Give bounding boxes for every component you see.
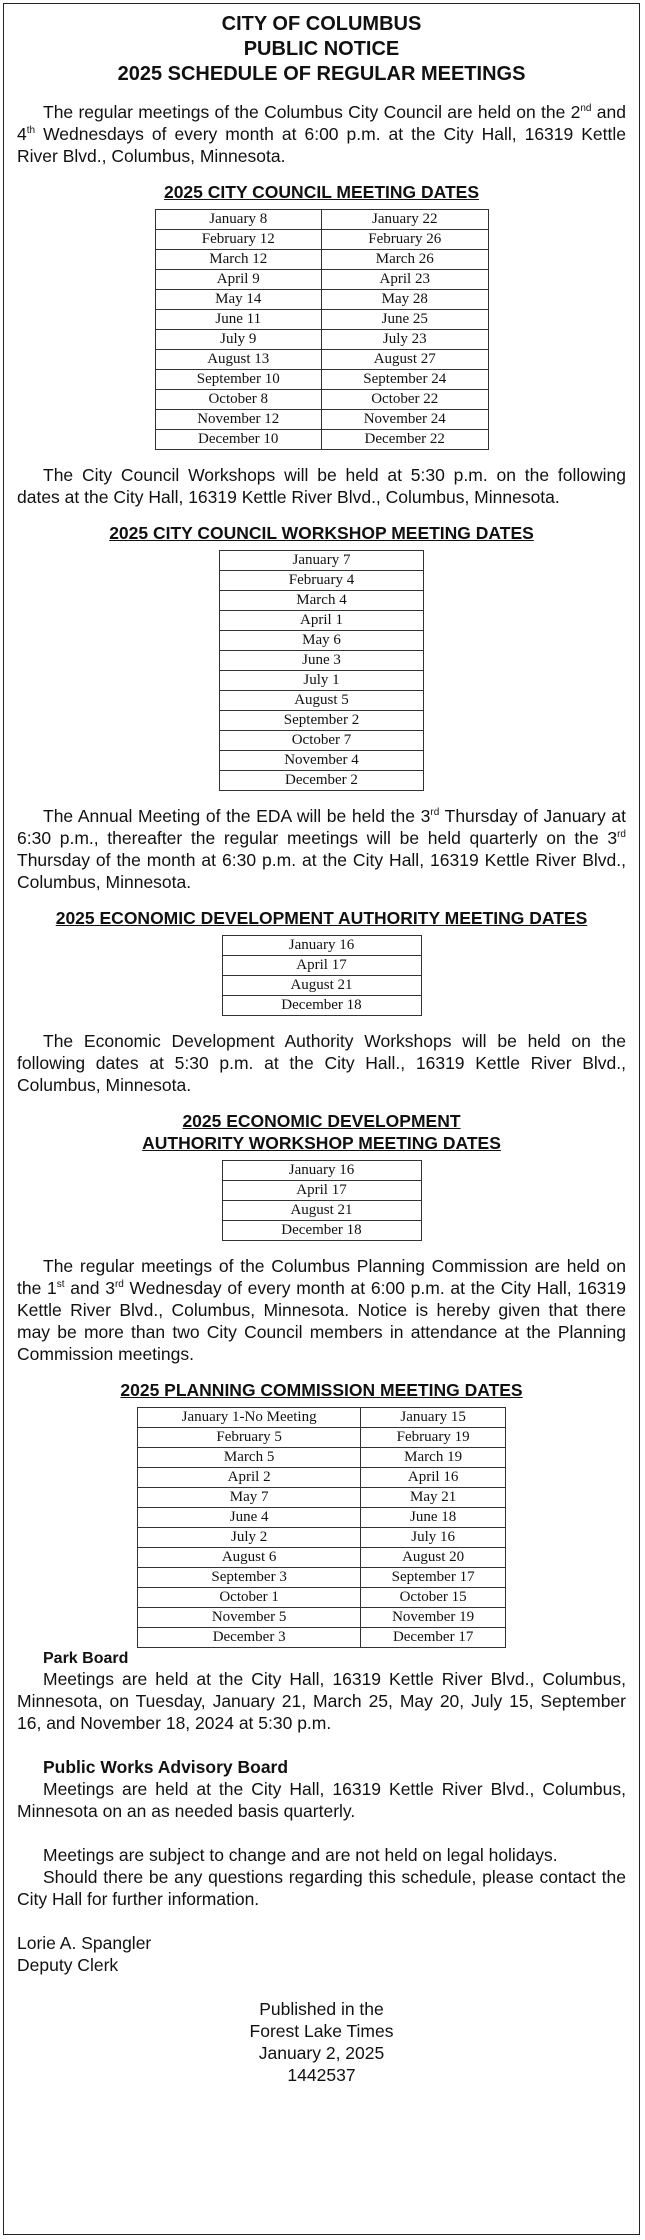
table-row	[222, 1221, 421, 1241]
signature-title: Deputy Clerk	[17, 1955, 119, 1975]
date-cell: December 17	[361, 1628, 506, 1648]
date-cell: October 22	[322, 390, 489, 410]
date-cell: August 21	[222, 1201, 421, 1221]
date-cell: August 13	[155, 350, 322, 370]
notice-header	[17, 12, 626, 87]
date-cell: June 4	[138, 1508, 361, 1528]
closing-questions: Should there be any questions regarding this schedule, please contact the City Hall for further information.	[17, 1867, 626, 1909]
table-row	[155, 370, 488, 390]
council-intro: The regular meetings of the Columbus City Council are held on the 2nd and 4th Wednesdays of every month at 6:00 p.m. at the City Hall, 16319 Kettle River Blvd., Columbus, Minnesota.	[17, 102, 627, 166]
date-cell: November 5	[138, 1608, 361, 1628]
date-cell: August 6	[138, 1548, 361, 1568]
date-cell: February 4	[220, 571, 424, 591]
date-cell: October 7	[220, 731, 424, 751]
date-cell: October 8	[155, 390, 322, 410]
table-row	[155, 390, 488, 410]
header-notice: PUBLIC NOTICE	[243, 38, 400, 60]
date-cell: January 16	[222, 936, 421, 956]
date-cell: August 5	[220, 691, 424, 711]
date-cell: April 9	[155, 270, 322, 290]
date-cell: August 27	[322, 350, 489, 370]
workshop-dates-table	[219, 550, 424, 791]
date-cell: January 22	[322, 210, 489, 230]
signature-block	[17, 1932, 626, 1976]
date-cell: August 21	[222, 976, 421, 996]
workshop-dates-title: 2025 CITY COUNCIL WORKSHOP MEETING DATES	[109, 523, 534, 543]
eda-workshop-dates-title	[17, 1110, 626, 1154]
table-row	[138, 1548, 506, 1568]
date-cell: April 16	[361, 1468, 506, 1488]
table-row	[220, 731, 424, 751]
table-row	[220, 591, 424, 611]
date-cell: October 1	[138, 1588, 361, 1608]
table-row	[220, 611, 424, 631]
table-row	[138, 1468, 506, 1488]
eda-dates-title: 2025 ECONOMIC DEVELOPMENT AUTHORITY MEETING DATES	[55, 908, 588, 928]
table-row	[222, 1201, 421, 1221]
date-cell: September 17	[361, 1568, 506, 1588]
eda-intro: The Annual Meeting of the EDA will be held the 3rd Thursday of January at 6:30 p.m., thereafter the regular meetings will be held quarterly on the 3rd Thursday of the month at 6:30 p.m. at the City Hall, 16319 Kettle River Blvd., Columbus, Minnesota.	[17, 806, 626, 892]
signature-name: Lorie A. Spangler	[17, 1933, 152, 1953]
date-cell: September 10	[155, 370, 322, 390]
table-row	[220, 691, 424, 711]
publication-line2: Forest Lake Times	[249, 2021, 394, 2041]
date-cell: September 24	[322, 370, 489, 390]
table-row	[138, 1568, 506, 1588]
workshop-intro: The City Council Workshops will be held at 5:30 p.m. on the following dates at the City Hall, 16319 Kettle River Blvd., Columbus, Minnesota.	[17, 465, 626, 507]
table-row	[138, 1608, 506, 1628]
eda-workshop-title-line2: AUTHORITY WORKSHOP MEETING DATES	[142, 1133, 501, 1153]
table-row	[155, 310, 488, 330]
table-row	[220, 551, 424, 571]
date-cell: November 12	[155, 410, 322, 430]
date-cell: July 16	[361, 1528, 506, 1548]
planning-dates-table	[137, 1407, 506, 1648]
date-cell: May 21	[361, 1488, 506, 1508]
planning-intro: The regular meetings of the Columbus Planning Commission are held on the 1st and 3rd Wednesday of every month at 6:00 p.m. at the City Hall, 16319 Kettle River Blvd., Columbus, Minnesota. Notice is hereby given that there may be more than two City Council members in attendance at the Planning Commission meetings.	[17, 1256, 626, 1364]
table-row	[222, 936, 421, 956]
date-cell: December 2	[220, 771, 424, 791]
date-cell: July 9	[155, 330, 322, 350]
eda-dates-table	[222, 935, 422, 1016]
table-row	[220, 571, 424, 591]
table-row	[220, 771, 424, 791]
planning-dates-title: 2025 PLANNING COMMISSION MEETING DATES	[120, 1380, 523, 1400]
closing-change-notice: Meetings are subject to change and are not held on legal holidays.	[43, 1845, 558, 1865]
date-cell: April 17	[222, 1181, 421, 1201]
date-cell: June 25	[322, 310, 489, 330]
date-cell: April 2	[138, 1468, 361, 1488]
date-cell: December 18	[222, 1221, 421, 1241]
table-row	[138, 1508, 506, 1528]
eda-workshop-intro: The Economic Development Authority Workshops will be held on the following dates at 5:30 p.m. at the City Hall., 16319 Kettle River Blvd., Columbus, Minnesota.	[17, 1031, 626, 1095]
date-cell: January 15	[361, 1408, 506, 1428]
date-cell: February 12	[155, 230, 322, 250]
table-row	[155, 250, 488, 270]
date-cell: April 23	[322, 270, 489, 290]
table-row	[138, 1428, 506, 1448]
council-dates-title: 2025 CITY COUNCIL MEETING DATES	[163, 182, 480, 202]
date-cell: May 6	[220, 631, 424, 651]
date-cell: February 26	[322, 230, 489, 250]
date-cell: September 3	[138, 1568, 361, 1588]
publication-line4: 1442537	[287, 2065, 356, 2085]
date-cell: March 12	[155, 250, 322, 270]
table-row	[138, 1588, 506, 1608]
table-row	[138, 1528, 506, 1548]
date-cell: December 18	[222, 996, 421, 1016]
table-row	[138, 1448, 506, 1468]
date-cell: January 16	[222, 1161, 421, 1181]
date-cell: April 1	[220, 611, 424, 631]
table-row	[222, 1181, 421, 1201]
date-cell: April 17	[222, 956, 421, 976]
date-cell: February 19	[361, 1428, 506, 1448]
park-board-text: Meetings are held at the City Hall, 16319 Kettle River Blvd., Columbus, Minnesota, on Tuesday, January 21, March 25, May 20, July 15, September 16, and November 18, 2024 at 5:30 p.m.	[17, 1669, 626, 1733]
date-cell: December 10	[155, 430, 322, 450]
date-cell: August 20	[361, 1548, 506, 1568]
date-cell: July 23	[322, 330, 489, 350]
table-row	[155, 330, 488, 350]
eda-workshop-dates-table	[222, 1160, 422, 1241]
table-row	[155, 410, 488, 430]
date-cell: June 3	[220, 651, 424, 671]
table-row	[222, 956, 421, 976]
table-row	[220, 711, 424, 731]
date-cell: March 5	[138, 1448, 361, 1468]
date-cell: May 14	[155, 290, 322, 310]
table-row	[138, 1408, 506, 1428]
publication-line1: Published in the	[259, 1999, 384, 2019]
header-city: CITY OF COLUMBUS	[221, 13, 422, 35]
date-cell: July 2	[138, 1528, 361, 1548]
date-cell: May 7	[138, 1488, 361, 1508]
table-row	[222, 996, 421, 1016]
date-cell: March 19	[361, 1448, 506, 1468]
park-board-title: Park Board	[43, 1650, 129, 1667]
date-cell: October 15	[361, 1588, 506, 1608]
table-row	[220, 751, 424, 771]
table-row	[155, 430, 488, 450]
table-row	[155, 350, 488, 370]
date-cell: January 8	[155, 210, 322, 230]
date-cell: March 4	[220, 591, 424, 611]
date-cell: November 4	[220, 751, 424, 771]
date-cell: February 5	[138, 1428, 361, 1448]
public-works-title: Public Works Advisory Board	[43, 1757, 289, 1777]
table-row	[155, 270, 488, 290]
date-cell: December 22	[322, 430, 489, 450]
table-row	[138, 1488, 506, 1508]
public-works-text: Meetings are held at the City Hall, 16319 Kettle River Blvd., Columbus, Minnesota on an as needed basis quarterly.	[17, 1779, 626, 1821]
table-row	[155, 230, 488, 250]
publication-line3: January 2, 2025	[258, 2043, 385, 2063]
table-row	[155, 210, 488, 230]
date-cell: September 2	[220, 711, 424, 731]
eda-workshop-title-line1: 2025 ECONOMIC DEVELOPMENT	[182, 1111, 461, 1131]
date-cell: June 18	[361, 1508, 506, 1528]
date-cell: November 19	[361, 1608, 506, 1628]
table-row	[222, 976, 421, 996]
table-row	[220, 671, 424, 691]
table-row	[138, 1628, 506, 1648]
table-row	[220, 651, 424, 671]
table-row	[155, 290, 488, 310]
date-cell: March 26	[322, 250, 489, 270]
date-cell: December 3	[138, 1628, 361, 1648]
date-cell: January 7	[220, 551, 424, 571]
header-schedule: 2025 SCHEDULE OF REGULAR MEETINGS	[117, 63, 526, 85]
council-dates-table	[155, 209, 489, 450]
date-cell: November 24	[322, 410, 489, 430]
table-row	[222, 1161, 421, 1181]
table-row	[220, 631, 424, 651]
date-cell: July 1	[220, 671, 424, 691]
date-cell: January 1-No Meeting	[138, 1408, 361, 1428]
public-notice-page	[3, 3, 640, 2235]
publication-block	[17, 1998, 626, 2086]
date-cell: June 11	[155, 310, 322, 330]
date-cell: May 28	[322, 290, 489, 310]
